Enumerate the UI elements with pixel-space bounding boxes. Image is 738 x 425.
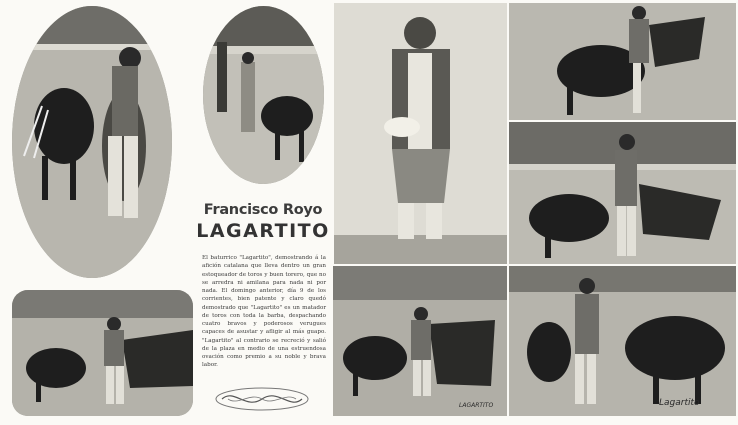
photo-matador-pass-top-right [509,3,736,120]
photo-credit-lagartito-caps: LAGARTITO [459,402,494,409]
photo-matador-with-bull-small-oval [203,6,324,184]
decorative-ornament [214,386,310,412]
article-body: El baturrico "Lagartito", demostrando á la afición catalana que lleva dentro un gran estoqueador de toros y buen torero, que no se arredra ni amilana para nada ni por nada. El domingo anterior, día 9 de los corrientes, bien patente y claro quedó demostrado que "Lagartito" es un matador de toros con toda la barba, despachando cuatro bravos y poderosos verugues capaces de asustar y afligir al más guapo. "Lagartito" al contrario se recreció y salió de la plaza en medio de una estruendosa ovación como premio a su noble y brava labor. [202,255,326,369]
photo-matador-pass-bottom-right [509,266,736,416]
article-title-alias: LAGARTITO [196,220,330,242]
photo-matador-cape-pass-bottom-left [12,290,193,416]
photo-matador-passing-bull-oval [12,6,172,278]
photo-matador-pass-middle-right [509,122,736,264]
photo-credit-lagartito: Lagartito [659,398,700,408]
article-text-block [196,196,330,421]
article-title-name: Francisco Royo [203,202,323,218]
photo-matador-cape-pass-bottom-center [333,266,507,416]
photo-portrait-matador-standing [334,3,507,264]
